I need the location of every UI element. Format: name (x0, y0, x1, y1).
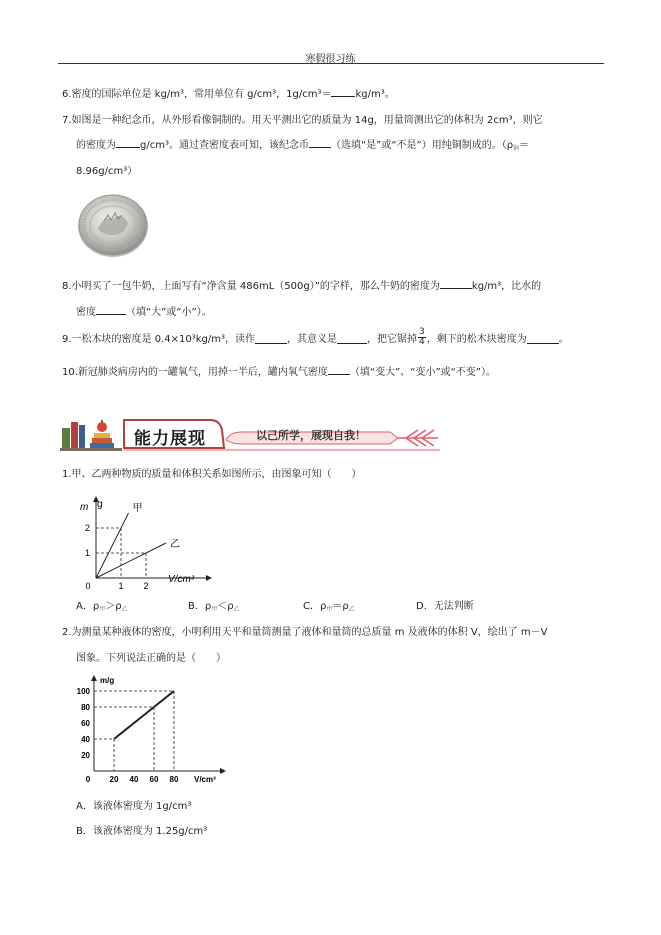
chart2-x-tick-80: 80 (169, 775, 179, 784)
q9-text-c: ，把它锯掉 (367, 334, 417, 345)
p1-option-a-text: A．ρ (76, 601, 100, 612)
p1-option-a[interactable] (76, 597, 128, 613)
q9-meaning-blank[interactable] (337, 332, 367, 344)
books-icon (60, 420, 122, 451)
chart1-y-tick-1: 1 (84, 548, 90, 558)
chart1-x-tick-0: 0 (85, 581, 91, 590)
question-8-line-1 (62, 277, 541, 292)
q9-fraction-numerator: 3 (419, 327, 425, 337)
question-6 (62, 85, 395, 100)
q8-line2-text-b: （填“大”或“小”）。 (126, 307, 212, 318)
p1-option-c-rel: ＝ρ (332, 601, 349, 612)
q7-line2-text-d: ＝ (519, 140, 530, 151)
q9-fraction (418, 328, 426, 347)
banner-slogan: 以己所学，展现自我！ (256, 429, 366, 442)
chart1-guides (96, 528, 146, 578)
q7-choice-blank[interactable] (309, 136, 331, 148)
chart1-y-label-m: m (80, 502, 89, 513)
q8-line1-text-a: 8.小明买了一包牛奶，上面写有“净含量 486mL（500g）”的字样，那么牛奶的密度为 (62, 281, 440, 292)
chart2-x-tick-20: 20 (109, 775, 119, 784)
question-10 (62, 363, 496, 378)
chart2-x-tick-0: 0 (85, 775, 91, 784)
chart2-y-label: m/g (100, 676, 115, 685)
p1-option-d[interactable]: D．无法判断 (416, 601, 474, 612)
practice-2-line-1: 2.为测量某种液体的密度，小明利用天平和量筒测量了液体和量筒的总质量 m 及液体的体积 V，绘出了 m－V (62, 627, 548, 638)
p1-option-b-rel: ＜ρ (217, 601, 234, 612)
q8-line1-text-b: kg/m³，比水的 (471, 281, 542, 292)
p1-option-b-text: B．ρ (188, 601, 212, 612)
chart1-y-tick-2: 2 (84, 523, 90, 533)
q10-text-a: 10.新冠肺炎病房内的一罐氧气，用掉一半后，罐内氧气密度 (62, 367, 328, 378)
chart1-x-tick-2: 2 (143, 581, 149, 590)
p1-option-b[interactable] (188, 597, 240, 613)
double-arrow-icon (398, 430, 438, 446)
page-header-title: 寒假很习练 (305, 54, 356, 65)
chart2-x-tick-60: 60 (149, 775, 159, 784)
question-8-line-2 (76, 303, 212, 318)
q8-density-blank[interactable] (440, 277, 472, 289)
chart2-series-line (114, 691, 174, 739)
q9-text-b: ，其意义是 (287, 334, 337, 345)
chart2-y-tick-40: 40 (81, 735, 90, 744)
practice-2-line-2: 图象。下列说法正确的是（ ） (76, 653, 226, 664)
banner-title: 能力展现 (134, 429, 206, 449)
p1-option-a-sub2: 乙 (121, 606, 128, 613)
q6-answer-blank[interactable] (331, 85, 355, 97)
q10-answer-blank[interactable] (328, 363, 350, 375)
chart1-y-label-unit: g (97, 499, 103, 510)
p2-option-b[interactable]: B．该液体密度为 1.25g/cm³ (76, 826, 208, 837)
chart2-x-label: V/cm³ (194, 775, 216, 784)
q7-line2-text-b: g/cm³。通过查密度表可知，该纪念币 (140, 140, 309, 151)
chart-mass-volume-2 (70, 673, 230, 785)
p1-option-a-sub1: 甲 (99, 606, 106, 613)
chart2-x-tick-40: 40 (129, 775, 139, 784)
q9-text-a: 9.一松木块的密度是 0.4×10³kg/m³，读作 (62, 334, 255, 345)
chart-mass-volume-1 (70, 492, 220, 590)
chart1-x-tick-1: 1 (118, 581, 124, 590)
q7-line3-text: 8.96g/cm³） (76, 166, 138, 177)
q6-text-a: 6.密度的国际单位是 kg/m³，常用单位有 g/cm³，1g/cm³＝ (62, 89, 332, 100)
q7-density-blank[interactable] (116, 136, 140, 148)
practice-1-question: 1.甲、乙两种物质的质量和体积关系如图所示，由图象可知（ ） (62, 469, 362, 480)
q7-line2-text-c: （选填“是”或“不是”）用纯铜制成的。（ρ (330, 140, 514, 151)
header-divider (58, 63, 604, 64)
q9-reading-blank[interactable] (255, 332, 287, 344)
p1-option-b-sub1: 甲 (211, 606, 218, 613)
q9-text-d: ，剩下的松木块密度为 (426, 334, 527, 345)
p1-option-c-sub2: 乙 (348, 606, 355, 613)
q8-compare-blank[interactable] (96, 303, 126, 315)
p1-option-c[interactable] (303, 597, 355, 613)
p1-option-c-sub1: 甲 (326, 606, 333, 613)
question-7-line-1 (62, 111, 543, 126)
question-7-line-2 (76, 136, 529, 152)
chart2-y-tick-100: 100 (76, 687, 90, 696)
p1-option-a-rel: ＞ρ (105, 601, 122, 612)
chart2-y-axis-arrow (91, 675, 97, 681)
q8-line2-text-a: 密度 (76, 307, 96, 318)
chart1-series-yi-line (96, 543, 166, 578)
chart1-x-label: V/cm³ (168, 574, 195, 585)
chart2-guides (94, 691, 174, 771)
chart2-y-tick-60: 60 (81, 719, 90, 728)
banner-decoration (60, 412, 440, 454)
chart1-series-jia-line (96, 513, 129, 578)
q9-text-e: 。 (558, 334, 569, 345)
chart1-series-jia-label: 甲 (132, 503, 143, 514)
question-7-line-3 (76, 162, 137, 177)
q7-rho-subscript: 铜 (513, 145, 520, 152)
q9-fraction-denominator: 4 (419, 337, 425, 347)
chart2-x-axis-arrow (220, 768, 226, 774)
chart2-y-tick-80: 80 (81, 703, 90, 712)
q7-line1-text: 7.如图是一种纪念币，从外形看像铜制的。用天平测出它的质量为 14g，用量筒测出它的体积为 2cm³，则它 (62, 115, 543, 126)
chart1-series-yi-label: 乙 (170, 539, 180, 550)
p2-option-a[interactable]: A．该液体密度为 1g/cm³ (76, 801, 192, 812)
question-9 (62, 328, 569, 347)
commemorative-coin-image (76, 191, 150, 262)
q9-remaining-density-blank[interactable] (527, 332, 559, 344)
q7-line2-text-a: 的密度为 (76, 140, 116, 151)
p1-option-b-sub2: 乙 (233, 606, 240, 613)
section-banner (60, 412, 440, 454)
p1-option-c-text: C．ρ (303, 601, 327, 612)
q10-text-b: （填“变大”、“变小”或“不变”）。 (349, 367, 496, 378)
chart1-x-axis-arrow (206, 575, 212, 581)
q6-text-b: kg/m³。 (355, 89, 395, 100)
chart2-y-tick-20: 20 (81, 751, 90, 760)
